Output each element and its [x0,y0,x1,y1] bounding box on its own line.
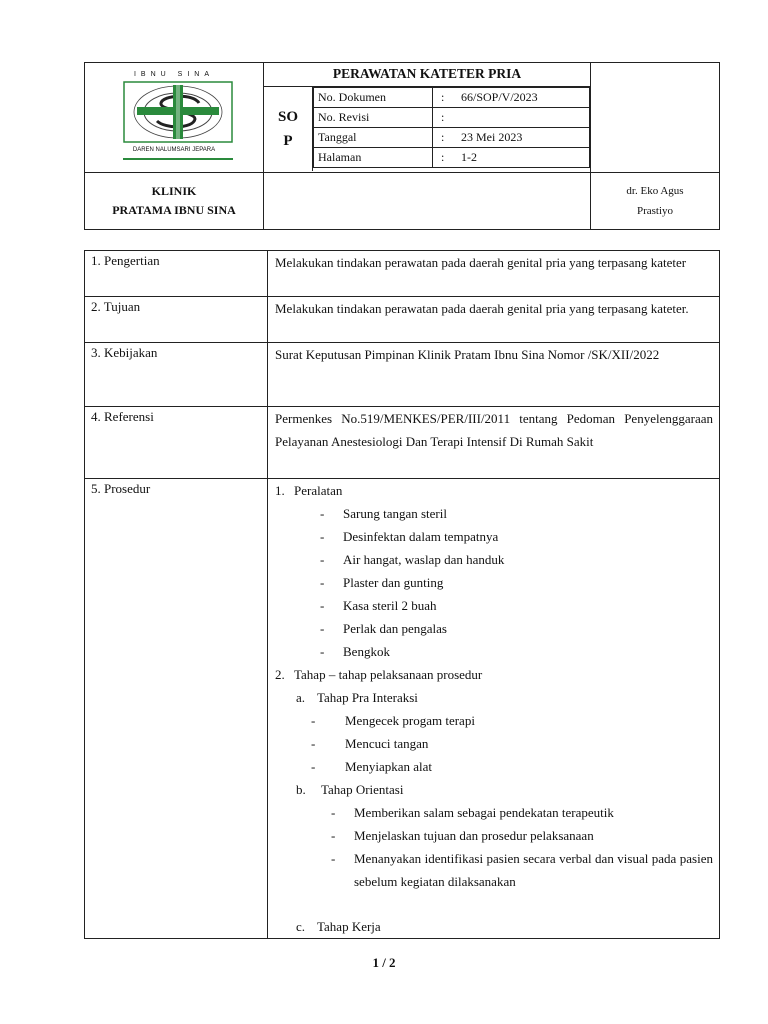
meta-row [314,128,590,148]
sop-label-cell [264,87,313,171]
orientasi-list [275,801,713,893]
list-dash: - [320,644,325,659]
meta-row [314,148,590,168]
row-tujuan [85,297,720,343]
tahap-number: 2. [275,667,285,682]
row-kebijakan [85,343,720,407]
meta-colon: : [441,90,445,104]
meta-colon: : [441,150,445,164]
pra-list [275,709,713,778]
list-dash: - [331,805,336,820]
peralatan-item-text: Desinfektan dalam tempatnya [343,529,499,544]
signer-line2: Prastiyo [636,205,674,217]
peralatan-item [275,571,713,594]
meta-value: 23 Mei 2023 [461,130,523,144]
clinic-name-cell [85,173,264,230]
text-pengertian: Melakukan tindakan perawatan pada daerah genital pria yang terpasang kateter [268,251,720,297]
page-number: 1 / 2 [372,955,396,970]
list-dash: - [331,851,336,866]
sop-content-table [84,250,720,939]
sop-label-2: P [283,133,293,149]
blank-middle [264,173,591,230]
pra-item-text: Mencuci tangan [345,736,429,751]
peralatan-item-text: Air hangat, waslap dan handuk [343,552,505,567]
peralatan-item-text: Plaster dan gunting [343,575,444,590]
meta-value-cell [433,88,590,108]
pra-number: a. [296,690,306,705]
meta-label: Tanggal [314,128,433,148]
orientasi-item [275,847,713,893]
pra-item [275,755,713,778]
meta-row [314,88,590,108]
list-dash: - [320,529,325,544]
list-dash: - [320,552,325,567]
orientasi-label: Tahap Orientasi [321,782,404,797]
label-pengertian: 1. Pengertian [85,251,268,297]
pra-item [275,732,713,755]
list-dash: - [320,598,325,613]
list-dash: - [331,828,336,843]
peralatan-number: 1. [275,483,285,498]
list-dash: - [320,621,325,636]
list-dash: - [320,575,325,590]
peralatan-heading [275,479,713,502]
meta-colon: : [441,110,445,124]
meta-label: No. Dokumen [314,88,433,108]
kerja-heading [275,915,713,938]
row-pengertian [85,251,720,297]
meta-value-cell [433,128,590,148]
peralatan-item [275,525,713,548]
prosedur-content [268,479,720,939]
tahap-label: Tahap – tahap pelaksanaan prosedur [294,667,483,682]
logo-emblem [123,81,233,143]
orientasi-item-text: Menjelaskan tujuan dan prosedur pelaksanaan [354,828,594,843]
peralatan-item-text: Sarung tangan steril [343,506,447,521]
document-title: PERAWATAN KATETER PRIA [264,63,590,87]
pra-item-text: Mengecek progam terapi [345,713,475,728]
list-dash: - [311,736,316,751]
pra-heading [275,686,713,709]
signer-cell [591,173,720,230]
peralatan-item [275,594,713,617]
orientasi-item [275,801,713,824]
list-dash: - [320,506,325,521]
text-kebijakan: Surat Keputusan Pimpinan Klinik Pratam Ibnu Sina Nomor /SK/XII/2022 [268,343,720,407]
row-referensi [85,407,720,479]
tahap-heading [275,663,713,686]
meta-row [314,108,590,128]
meta-table [313,87,590,168]
signer-line1: dr. Eko Agus [626,185,684,197]
label-referensi: 4. Referensi [85,407,268,479]
title-meta-cell [264,63,591,173]
kerja-number: c. [296,919,306,934]
peralatan-item [275,502,713,525]
meta-value: 1-2 [461,150,477,164]
orientasi-heading [275,778,713,801]
label-kebijakan: 3. Kebijakan [85,343,268,407]
peralatan-label: Peralatan [294,483,343,498]
pra-label: Tahap Pra Interaksi [317,690,418,705]
sop-label-1: SO [277,109,298,125]
meta-value: 66/SOP/V/2023 [461,90,538,104]
meta-label: No. Revisi [314,108,433,128]
peralatan-item-text: Kasa steril 2 buah [343,598,437,613]
orientasi-item [275,824,713,847]
clinic-name-line2: PRATAMA IBNU SINA [112,203,236,217]
peralatan-item-text: Bengkok [343,644,390,659]
meta-colon: : [441,130,445,144]
meta-label: Halaman [314,148,433,168]
meta-value-cell [433,108,590,128]
logo-green-underline [123,158,233,160]
logo-cell [85,63,264,173]
spacer [275,893,713,915]
pra-item [275,709,713,732]
clinic-name-line1: KLINIK [151,184,197,198]
row-prosedur [85,479,720,939]
pra-item-text: Menyiapkan alat [345,759,432,774]
orientasi-item-text: Menanyakan identifikasi pasien secara verbal dan visual pada pasien sebelum kegiatan dilaksanakan [354,851,713,889]
text-referensi: Permenkes No.519/MENKES/PER/III/2011 tentang Pedoman Penyelenggaraan Pelayanan Anestesiologi Dan Terapi Intensif Di Rumah Sakit [268,407,720,479]
meta-cell [313,87,591,171]
logo-bottom-text: DAREN NALUMSARI JEPARA [132,147,216,153]
meta-value-cell [433,148,590,168]
kerja-label: Tahap Kerja [317,919,381,934]
list-dash: - [311,759,316,774]
clinic-logo [85,63,263,172]
peralatan-item-text: Perlak dan pengalas [343,621,447,636]
peralatan-item [275,640,713,663]
text-tujuan: Melakukan tindakan perawatan pada daerah genital pria yang terpasang kateter. [268,297,720,343]
orientasi-number: b. [296,782,306,797]
header-table [84,62,720,230]
label-tujuan: 2. Tujuan [85,297,268,343]
peralatan-item [275,548,713,571]
peralatan-item [275,617,713,640]
label-prosedur: 5. Prosedur [85,479,268,939]
orientasi-item-text: Memberikan salam sebagai pendekatan terapeutik [354,805,614,820]
list-dash: - [311,713,316,728]
peralatan-list [275,502,713,663]
blank-top-right [591,63,720,173]
logo-top-text: IBNU SINA [133,71,214,78]
